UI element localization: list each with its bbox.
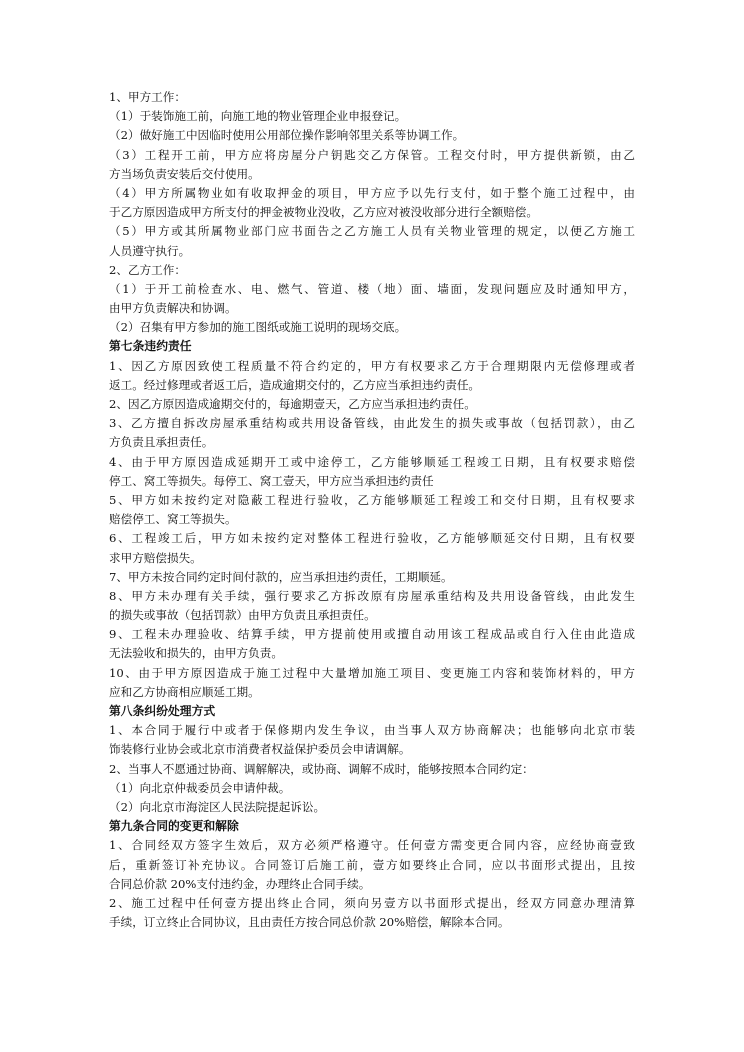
text-line: 手续，订立终止合同协议，且由责任方按合同总价款 20%赔偿，解除本合同。 [109,915,510,930]
text-line: 2、因乙方原因造成逾期交付的，每逾期壹天，乙方应当承担违约责任。 [109,397,476,411]
text-line: （2）召集有甲方参加的施工图纸或施工说明的现场交底。 [109,320,407,335]
section-heading: 第八条纠纷处理方式 [109,704,216,718]
text-line: 方负责且承担责任。 [109,435,214,450]
text-line: 饰装修行业协会或北京市消费者权益保护委员会申请调解。 [109,742,411,757]
document-body [109,88,635,932]
text-line: 1、合同经双方签字生效后，双方必须严格遵守。任何壹方需变更合同内容，应经协商壹致 [109,838,635,853]
text-line: （2）做好施工中因临时使用公用部位操作影响邻里关系等协调工作。 [109,128,465,143]
text-line: 5、甲方如未按约定对隐蔽工程进行验收，乙方能够顺延工程竣工和交付日期，且有权要求 [109,492,635,507]
text-line: （1）向北京仲裁委员会申请仲裁。 [109,780,291,795]
text-line: 7、甲方未按合同约定时间付款的，应当承担违约责任，工期顺延。 [109,569,453,584]
text-line: 的损失或事故（包括罚款）由甲方负责且承担责任。 [109,608,376,623]
text-line: （1）于开工前检查水、电、燃气、管道、楼（地）面、墙面，发现问题应及时通知甲方， [109,281,635,296]
text-line: （3）工程开工前，甲方应将房屋分户钥匙交乙方保管。工程交付时，甲方提供新锁，由乙 [109,147,635,162]
text-line: 2、施工过程中任何壹方提出终止合同，须向另壹方以书面形式提出，经双方同意办理清算 [109,895,635,910]
text-line: 9、工程未办理验收、结算手续，甲方提前使用或擅自动用该工程成品或自行入住由此造成 [109,627,635,642]
text-line: 合同总价款 20%支付违约金，办理终止合同手续。 [109,876,371,891]
text-line: 求甲方赔偿损失。 [109,550,202,565]
text-line: 3、乙方擅自拆改房屋承重结构或共用设备管线，由此发生的损失或事故（包括罚款），由乙 [109,416,635,431]
text-line: 8、甲方未办理有关手续，强行要求乙方拆改原有房屋承重结构及共用设备管线，由此发生 [109,588,635,603]
text-line: 1、因乙方原因致使工程质量不符合约定的，甲方有权要求乙方于合理期限内无偿修理或者 [109,358,635,373]
text-line: 10、由于甲方原因造成于施工过程中大量增加施工项目、变更施工内容和装饰材料的，甲方 [109,665,635,680]
text-line: 无法验收和损失的，由甲方负责。 [109,646,283,661]
text-line: 2、当事人不愿通过协商、调解解决，或协商、调解不成时，能够按照本合同约定： [109,761,534,776]
text-line: （2）向北京市海淀区人民法院提起诉讼。 [109,799,326,814]
text-line: 4、由于甲方原因造成延期开工或中途停工，乙方能够顺延工程竣工日期，且有权要求赔偿 [109,454,635,469]
text-line: （4）甲方所属物业如有收取押金的项目，甲方应予以先行支付，如于整个施工过程中，由 [109,185,635,200]
text-line: 赔偿停工、窝工等损失。 [109,512,237,527]
text-line: 6、工程竣工后，甲方如未按约定对整体工程进行验收，乙方能够顺延交付日期，且有权要 [109,531,635,546]
text-line: 停工、窝工等损失。每停工、窝工壹天，甲方应当承担违约责任 [109,473,434,488]
section-heading: 第七条违约责任 [109,339,192,354]
text-line: 由甲方负责解决和协调。 [109,301,237,316]
text-line: 应和乙方协商相应顺延工期。 [109,684,260,699]
text-line: 2、乙方工作： [109,262,186,277]
text-line: （5）甲方或其所属物业部门应书面告之乙方施工人员有关物业管理的规定，以便乙方施工 [109,224,635,239]
text-line: 1、本合同于履行中或者于保修期内发生争议，由当事人双方协商解决；也能够向北京市装 [109,723,635,738]
text-line: 1、甲方工作： [109,90,186,104]
text-line: 人员遵守执行。 [109,243,191,258]
text-line: （1）于装饰施工前，向施工地的物业管理企业申报登记。 [109,109,407,124]
text-line: 后，重新签订补充协议。合同签订后施工前，壹方如要终止合同，应以书面形式提出，且按 [109,857,635,872]
text-line: 方当场负责安装后交付使用。 [109,166,260,181]
text-line: 于乙方原因造成甲方所支付的押金被物业没收，乙方应对被没收部分进行全额赔偿。 [109,205,538,220]
section-heading: 第九条合同的变更和解除 [109,819,239,834]
text-line: 返工。经过修理或者返工后，造成逾期交付的，乙方应当承担违约责任。 [109,377,481,392]
